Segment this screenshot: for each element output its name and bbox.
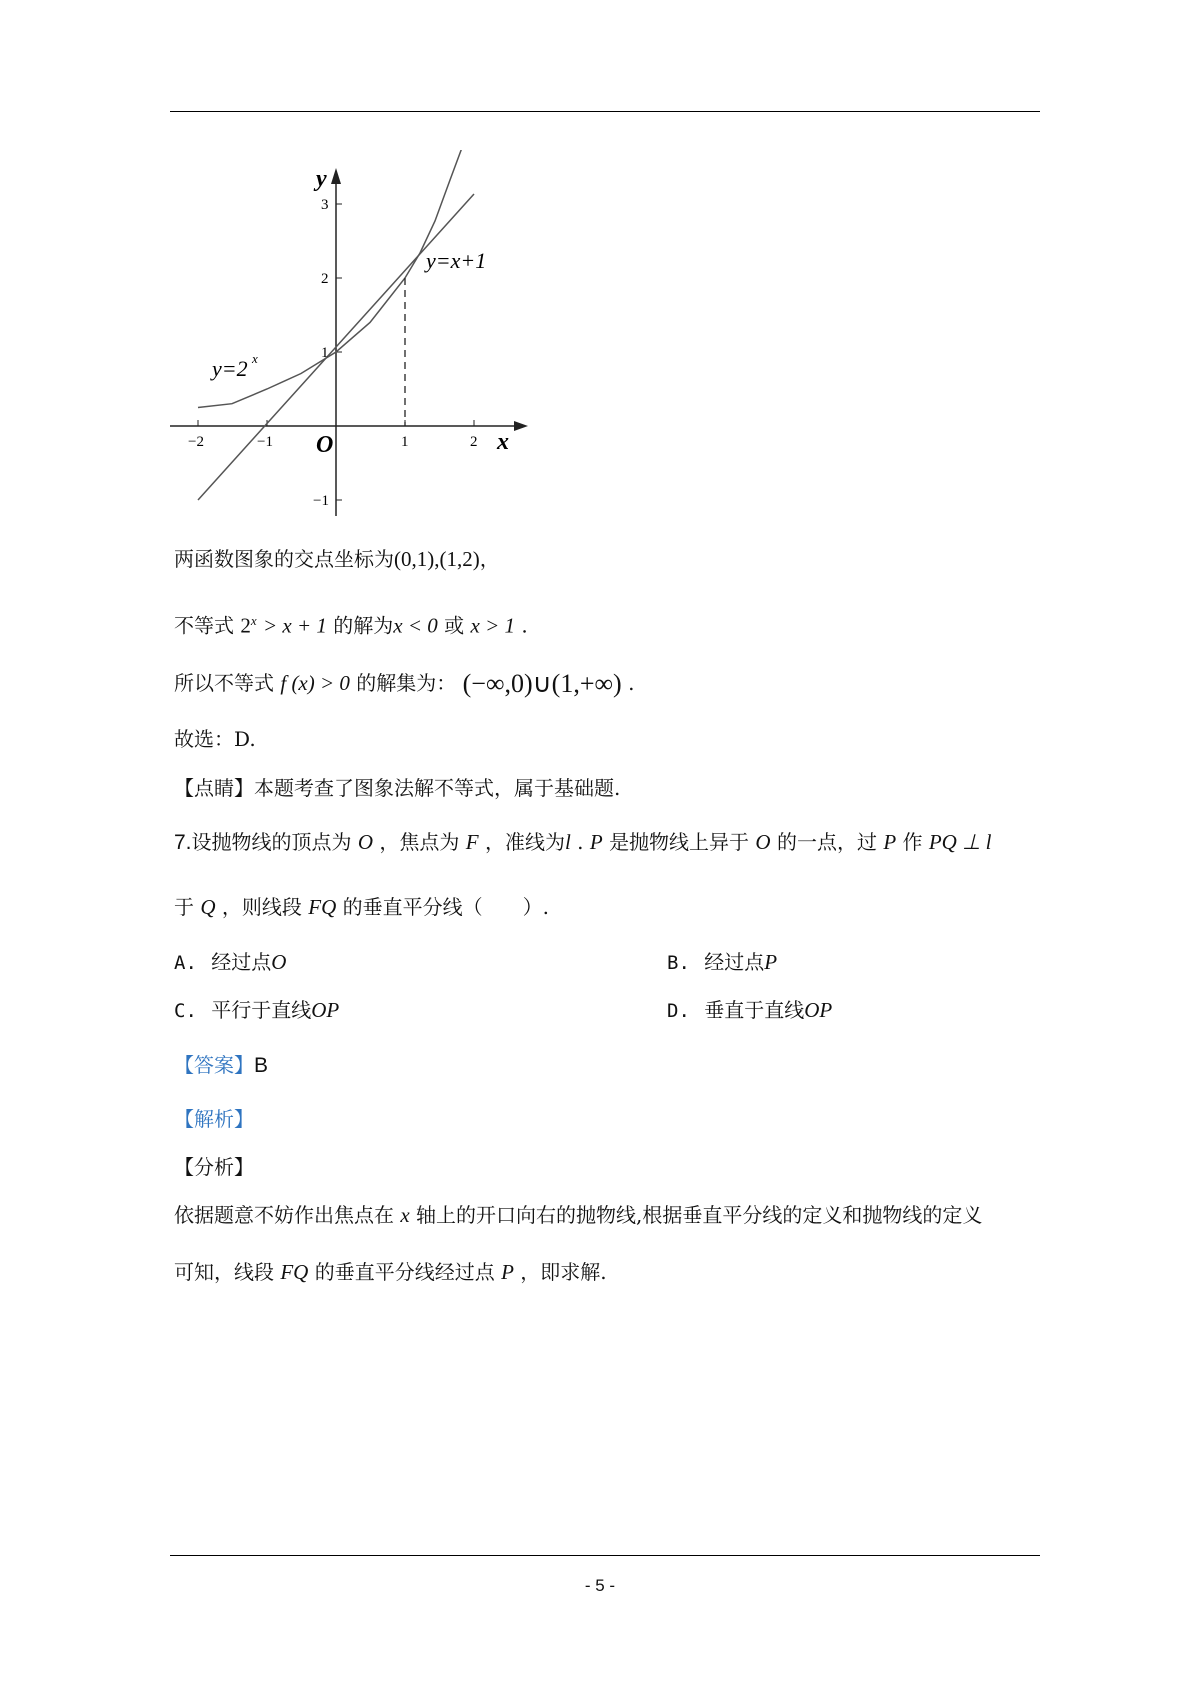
q7-var-l: l <box>564 830 571 854</box>
q7-text-f: 的一点，过 <box>776 830 877 854</box>
y-tick-label-2: 2 <box>321 271 329 287</box>
origin-label: O <box>316 432 334 458</box>
x-axis-arrow-icon <box>514 421 528 431</box>
comment-line <box>174 773 620 803</box>
option-a-text: 经过点 <box>211 950 272 974</box>
inequality-line <box>174 606 528 641</box>
analysis-text-e: ，即求解. <box>520 1260 607 1284</box>
curve-label-exp: x <box>252 351 258 366</box>
ineq-sol2: x > 1 <box>470 613 515 638</box>
q7-var-F: F <box>465 830 479 854</box>
answer-tag: 【答案】 <box>174 1053 254 1077</box>
x-tick-label-neg1: −1 <box>257 434 273 450</box>
y-tick-label-1: 1 <box>321 345 329 361</box>
intersection-line <box>174 544 500 574</box>
question7-line2 <box>174 892 549 922</box>
option-a <box>174 947 286 978</box>
analysis-var-P: P <box>501 1260 514 1284</box>
x-tick-label-1: 1 <box>401 434 409 450</box>
analysis-tag-line <box>174 1104 254 1134</box>
option-c-var: OP <box>311 998 340 1022</box>
q7-var-O: O <box>357 830 374 854</box>
q7-var-P-2: P <box>883 830 897 854</box>
ineq-exp: x <box>250 613 257 628</box>
y-tick-label-3: 3 <box>321 197 329 213</box>
q7-text-line2-c: 的垂直平分线（ ）. <box>342 895 549 919</box>
q7-var-PQ-perp-l: PQ ⊥ l <box>928 830 992 854</box>
q7-text-d: . <box>577 830 584 854</box>
comment-text: 【点睛】本题考查了图象法解不等式，属于基础题. <box>174 776 621 800</box>
q7-text-line2-a: 于 <box>174 895 194 919</box>
intersection-end: ， <box>479 547 500 571</box>
y-tick-label-neg1: −1 <box>313 493 329 509</box>
q7-text-e: 是抛物线上异于 <box>609 830 750 854</box>
q7-var-O-2: O <box>755 830 771 854</box>
q7-text-g: 作 <box>902 830 923 854</box>
q7-text-b: ，焦点为 <box>379 830 460 854</box>
set-mid: 的解集为： <box>356 671 457 695</box>
ineq-base: 2 <box>240 613 251 638</box>
intersection-text: 两函数图象的交点坐标为 <box>174 547 394 571</box>
analysis-var-FQ: FQ <box>280 1260 309 1284</box>
footer-rule <box>170 1555 1040 1556</box>
option-d-text: 垂直于直线 <box>704 998 805 1022</box>
option-b-label: B. <box>667 952 690 974</box>
option-c <box>174 995 339 1026</box>
ineq-mid: 的解为 <box>333 613 394 638</box>
header-rule <box>170 111 1040 112</box>
option-a-var: O <box>271 950 287 974</box>
ineq-rhs: > x + 1 <box>263 613 327 638</box>
y-axis-arrow-icon <box>331 168 341 184</box>
answer-line <box>174 1050 268 1081</box>
line-label: y=x+1 <box>426 248 487 273</box>
q7-text-c: ，准线为 <box>484 830 565 854</box>
analysis-text-c: 可知，线段 <box>174 1260 274 1284</box>
analysis-text-d: 的垂直平分线经过点 <box>314 1260 495 1284</box>
ineq-end: . <box>521 613 528 638</box>
fenxi-tag: 【分析】 <box>174 1155 254 1179</box>
analysis-tag: 【解析】 <box>174 1107 254 1131</box>
set-end: . <box>628 671 635 695</box>
solution-set-line <box>174 668 634 699</box>
fenxi-tag-line <box>174 1152 254 1182</box>
analysis-text-b: 轴上的开口向右的抛物线,根据垂直平分线的定义和抛物线的定义 <box>416 1203 983 1227</box>
page-number: - 5 - <box>584 1576 616 1595</box>
option-d-var: OP <box>804 998 833 1022</box>
analysis-text-a: 依据题意不妨作出焦点在 <box>174 1203 394 1227</box>
answer-value: B <box>254 1054 269 1077</box>
x-tick-label-neg2: −2 <box>188 434 204 450</box>
option-b <box>667 947 777 978</box>
choice-line <box>174 724 256 754</box>
q7-text-a: 设抛物线的顶点为 <box>191 830 352 854</box>
set-expr: f (x) > 0 <box>280 671 350 695</box>
option-b-text: 经过点 <box>704 950 765 974</box>
option-a-label: A. <box>174 952 197 974</box>
q7-var-P: P <box>589 830 603 854</box>
curve-label-base: y=2 <box>212 356 248 381</box>
question-number: 7. <box>174 831 192 854</box>
graph-svg <box>170 150 540 520</box>
y-axis-label: y <box>316 166 327 192</box>
ineq-or: 或 <box>444 613 465 638</box>
set-value: (−∞,0)∪(1,+∞) <box>462 669 622 698</box>
q7-var-FQ: FQ <box>308 895 337 919</box>
option-c-text: 平行于直线 <box>211 998 312 1022</box>
option-d <box>667 995 832 1026</box>
function-graph <box>170 150 540 520</box>
x-tick-label-2: 2 <box>470 434 478 450</box>
x-axis-label: x <box>497 429 509 455</box>
analysis-line1 <box>174 1200 982 1230</box>
option-d-label: D. <box>667 1000 690 1022</box>
ineq-prefix: 不等式 <box>174 613 234 638</box>
intersection-points: (0,1),(1,2) <box>394 547 480 571</box>
set-prefix: 所以不等式 <box>174 671 274 695</box>
analysis-var-x: x <box>400 1203 410 1227</box>
option-b-var: P <box>764 950 778 974</box>
q7-var-Q: Q <box>200 895 216 919</box>
analysis-line2 <box>174 1257 607 1287</box>
option-c-label: C. <box>174 1000 197 1022</box>
q7-text-line2-b: ，则线段 <box>221 895 302 919</box>
question7-line1 <box>174 827 991 858</box>
choice-text: 故选：D. <box>174 727 256 751</box>
ineq-sol1: x < 0 <box>393 613 438 638</box>
